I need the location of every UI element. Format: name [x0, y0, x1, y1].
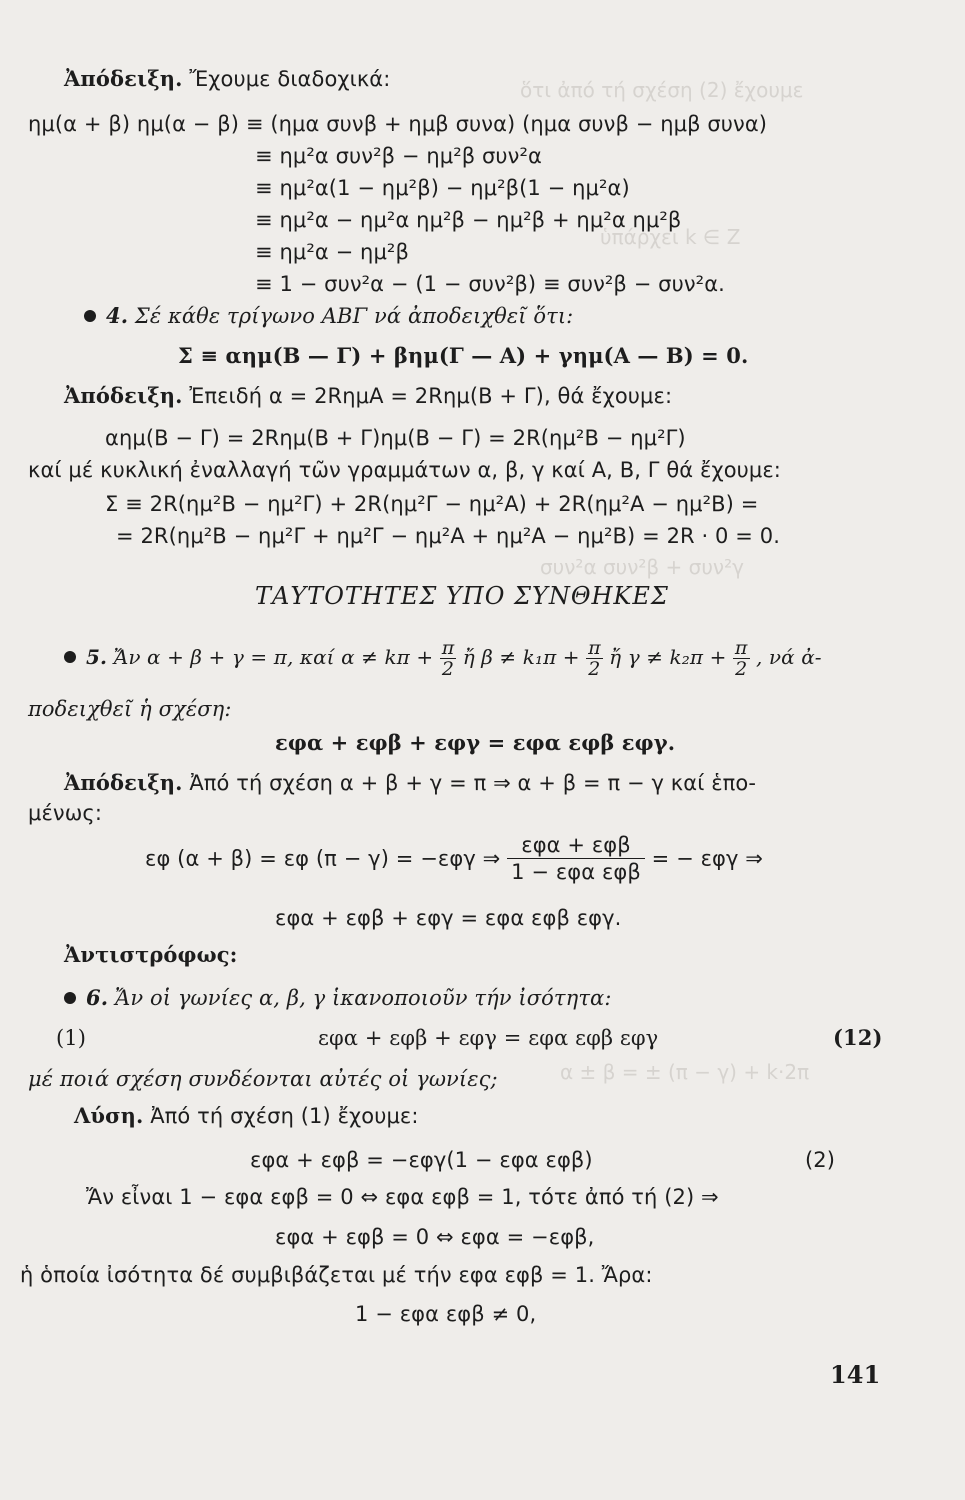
- exercise-4-formula: Σ ≡ αημ(Β — Γ) + βημ(Γ — Α) + γημ(Α — Β) = 0.: [178, 343, 749, 368]
- solution-heading: Λύση.: [74, 1103, 144, 1128]
- equation-line: ≡ ημ²α συν²β − ημ²β συν²α: [255, 144, 542, 168]
- exercise-5-statement-cont: ποδειχθεῖ ἡ σχέση:: [28, 697, 232, 721]
- exercise-text: , νά ἀ-: [755, 645, 822, 669]
- bullet-icon: [64, 992, 76, 1004]
- fraction-denominator: 2: [735, 658, 748, 680]
- bullet-icon: [84, 310, 96, 322]
- proof-intro-text: Ἀπό τή σχέση α + β + γ = π ⇒ α + β = π − γ καί ἑπο-: [189, 771, 757, 795]
- equation-line: ≡ 1 − συν²α − (1 − συν²β) ≡ συν²β − συν²α.: [255, 272, 725, 296]
- equation-line: ≡ ημ²α − ημ²α ημ²β − ημ²β + ημ²α ημ²β: [255, 208, 682, 232]
- exercise-4-statement: [84, 303, 573, 329]
- fraction-denominator: 2: [441, 658, 455, 680]
- question-line: μέ ποιά σχέση συνδέονται αὐτές οἱ γωνίες;: [28, 1067, 498, 1091]
- exercise-number: 4.: [106, 303, 129, 328]
- text-line: μένως:: [28, 801, 103, 825]
- exercise-5-statement: [64, 638, 822, 679]
- equation-number: (12): [833, 1025, 883, 1050]
- exercise-text: ἤ γ ≠ k₂π +: [609, 645, 727, 669]
- fraction-numerator: εφα + εφβ: [507, 832, 645, 859]
- tan-sum-fraction: [507, 832, 645, 885]
- fraction-denominator: 1 − εφα εφβ: [511, 860, 641, 884]
- text-line: καί μέ κυκλική ἐναλλαγή τῶν γραμμάτων α, β, γ καί Α, Β, Γ θά ἔχουμε:: [28, 458, 781, 482]
- proof-intro-text: Ἔχουμε διαδοχικά:: [189, 67, 391, 91]
- solution-intro-text: Ἀπό τή σχέση (1) ἔχουμε:: [150, 1104, 419, 1128]
- show-through-text: ὑπάρχει k ∈ Z: [600, 225, 741, 249]
- equation-line: Σ ≡ 2R(ημ²Β − ημ²Γ) + 2R(ημ²Γ − ημ²Α) + 2R(ημ²Α − ημ²Β) =: [105, 492, 759, 516]
- exercise-number: 5.: [86, 645, 108, 669]
- page-number: 141: [830, 1360, 881, 1389]
- equation-line: 1 − εφα εφβ ≠ 0,: [355, 1302, 537, 1326]
- bullet-icon: [64, 651, 76, 663]
- proof-heading: Ἀπόδειξη.: [64, 383, 183, 408]
- proof-heading: Ἀπόδειξη.: [64, 66, 183, 91]
- proof-heading: Ἀπόδειξη.: [64, 770, 183, 795]
- show-through-text: α ± β = ± (π − γ) + k·2π: [560, 1060, 810, 1084]
- equation-label: (1): [56, 1026, 87, 1050]
- exercise-text: Ἄν α + β + γ = π, καί α ≠ kπ +: [113, 645, 434, 669]
- equation-line: εφα + εφβ + εφγ = εφα εφβ εφγ: [318, 1026, 659, 1050]
- show-through-text: ὅτι ἀπό τή σχέση (2) ἔχουμε: [520, 78, 804, 102]
- fraction-denominator: 2: [588, 658, 601, 680]
- converse-heading: Ἀντιστρόφως:: [64, 942, 238, 967]
- fraction-numerator: π: [441, 637, 455, 659]
- equation-line: αημ(Β − Γ) = 2Rημ(Β + Γ)ημ(Β − Γ) = 2R(ημ²Β − ημ²Γ): [105, 426, 686, 450]
- pi-over-two-fraction: [586, 638, 603, 679]
- equation-line: ≡ ημ²α − ημ²β: [255, 240, 409, 264]
- equation-right: = − εφγ ⇒: [651, 846, 764, 871]
- equation-line: ημ(α + β) ημ(α − β) ≡ (ημα συνβ + ημβ συνα) (ημα συνβ − ημβ συνα): [28, 112, 768, 136]
- fraction-numerator: π: [588, 637, 601, 659]
- proof1-intro-line: [64, 66, 390, 92]
- pi-over-two-fraction: [733, 638, 750, 679]
- exercise-6-statement: [64, 985, 612, 1011]
- section-title: ΤΑΥΤΟΤΗΤΕΣ ΥΠΟ ΣΥΝΘΗΚΕΣ: [255, 582, 669, 610]
- show-through-text: συν²α συν²β + συν²γ: [540, 555, 744, 579]
- exercise-text: ἤ β ≠ k₁π +: [462, 645, 580, 669]
- equation-line: = 2R(ημ²Β − ημ²Γ + ημ²Γ − ημ²Α + ημ²Α − ημ²Β) = 2R · 0 = 0.: [116, 524, 780, 548]
- exercise-text: Ἄν οἱ γωνίες α, β, γ ἱκανοποιοῦν τήν ἰσότητα:: [114, 986, 612, 1010]
- exercise-5-formula: εφα + εφβ + εφγ = εφα εφβ εφγ.: [275, 730, 676, 755]
- fraction-numerator: π: [734, 637, 748, 659]
- solution-intro-line: [74, 1103, 419, 1129]
- equation-line: [145, 832, 763, 885]
- proof-intro-text: Ἐπειδή α = 2RημΑ = 2Rημ(Β + Γ), θά ἔχουμε:: [189, 384, 673, 408]
- equation-line: εφα + εφβ = 0 ⇔ εφα = −εφβ,: [275, 1225, 595, 1249]
- exercise-number: 6.: [86, 985, 109, 1010]
- text-line: Ἄν εἶναι 1 − εφα εφβ = 0 ⇔ εφα εφβ = 1, τότε ἀπό τή (2) ⇒: [86, 1185, 719, 1209]
- equation-line: εφα + εφβ + εφγ = εφα εφβ εφγ.: [275, 906, 622, 930]
- exercise-5-proof-intro: [64, 770, 756, 796]
- equation-left: εφ (α + β) = εφ (π − γ) = −εφγ ⇒: [145, 846, 501, 871]
- text-line: ἡ ὁποία ἰσότητα δέ συμβιβάζεται μέ τήν εφα εφβ = 1. Ἄρα:: [20, 1263, 653, 1287]
- pi-over-two-fraction: [440, 638, 457, 679]
- equation-label: (2): [805, 1148, 836, 1172]
- equation-line: εφα + εφβ = −εφγ(1 − εφα εφβ): [250, 1148, 593, 1172]
- equation-line: ≡ ημ²α(1 − ημ²β) − ημ²β(1 − ημ²α): [255, 176, 630, 200]
- exercise-text: Σέ κάθε τρίγωνο ΑΒΓ νά ἀποδειχθεῖ ὅτι:: [134, 304, 574, 328]
- exercise-4-proof-intro: [64, 383, 672, 409]
